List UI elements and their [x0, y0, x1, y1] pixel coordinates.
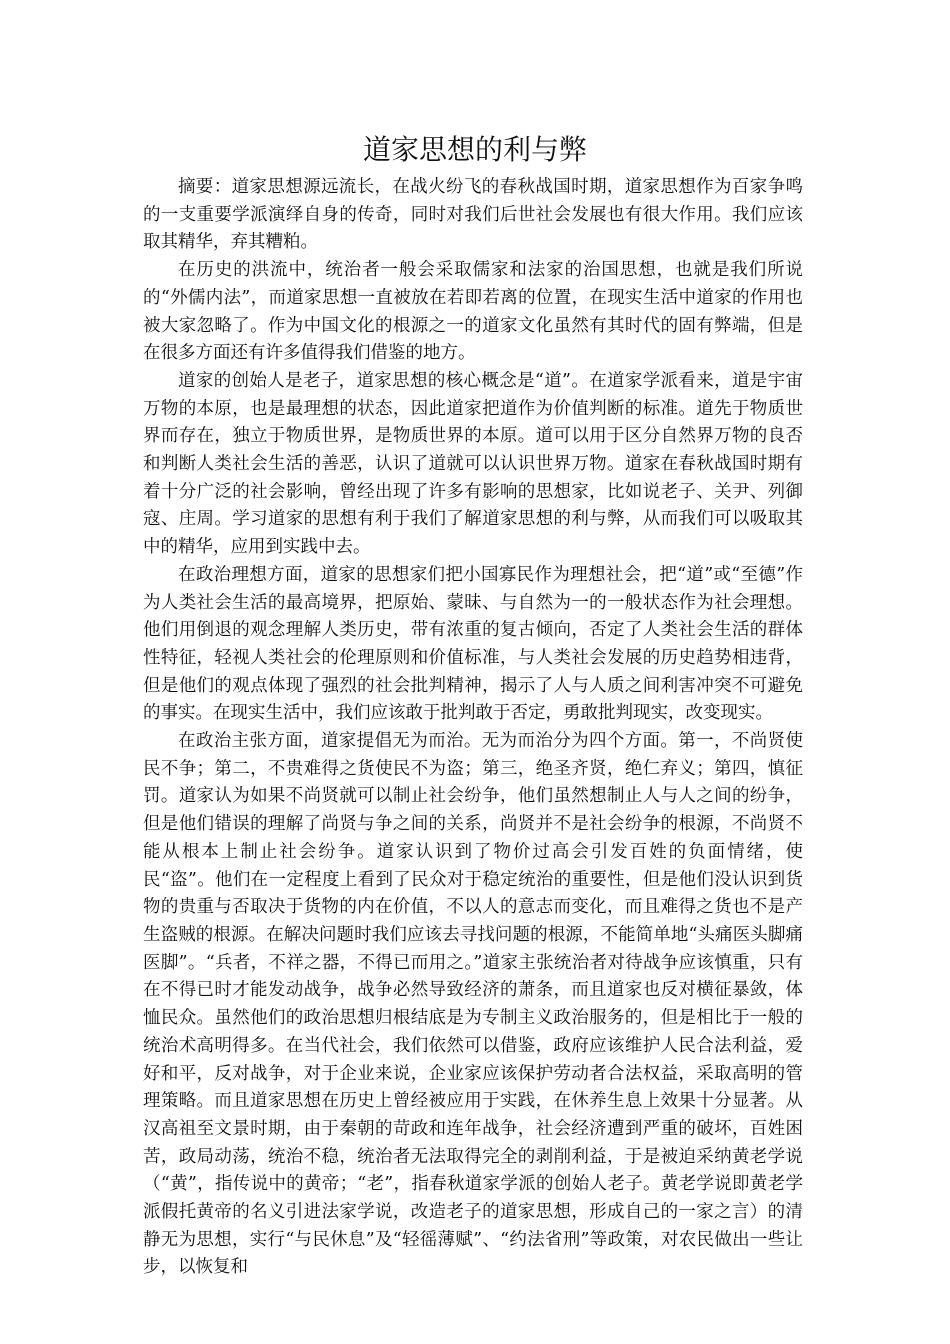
abstract-paragraph: 摘要：道家思想源远流长，在战火纷飞的春秋战国时期，道家思想作为百家争鸣的一支重要学派演绎自身的传奇，同时对我们后世社会发展也有很大作用。我们应该取其精华，弃其糟粕。 [143, 177, 803, 253]
document-title: 道家思想的利与弊 [362, 133, 587, 166]
body-paragraph: 道家的创始人是老子，道家思想的核心概念是“道”。在道家学派看来，道是宇宙万物的本原，也是最理想的状态，因此道家把道作为价值判断的标准。道先于物质世界而存在，独立于物质世界，是物质世界的本原。道可以用于区分自然界万物的良否和判断人类社会生活的善恶，认识了道就可以认识世界万物。道家在春秋战国时期有着十分广泛的社会影响，曾经出现了许多有影响的思想家，比如说老子、关尹、列御寇、庄周。学习道家的思想有利于我们了解道家思想的利与弊，从而我们可以吸取其中的精华，应用到实践中去。 [143, 370, 803, 558]
document-body [143, 174, 803, 1282]
body-paragraph: 在政治理想方面，道家的思想家们把小国寡民作为理想社会，把“道”或“至德”作为人类社会生活的最高境界，把原始、蒙昧、与自然为一的一般状态作为社会理想。他们用倒退的观念理解人类历史，带有浓重的复古倾向，否定了人类社会生活的群体性特征，轻视人类社会的伦理原则和价值标准，与人类社会发展的历史趋势相违背，但是他们的观点体现了强烈的社会批判精神，揭示了人与人质之间利害冲突不可避免的事实。在现实生活中，我们应该敢于批判敢于否定，勇敢批判现实，改变现实。 [143, 564, 803, 724]
body-paragraph: 在政治主张方面，道家提倡无为而治。无为而治分为四个方面。第一，不尚贤使民不争；第二，不贵难得之货使民不为盗；第三，绝圣齐贤，绝仁弃义；第四，慎征罚。道家认为如果不尚贤就可以制止社会纷争，他们虽然想制止人与人之间的纷争，但是他们错误的理解了尚贤与争之间的关系，尚贤并不是社会纷争的根源，不尚贤不能从根本上制止社会纷争。道家认识到了物价过高会引发百姓的负面情绪，使民“盗”。他们在一定程度上看到了民众对于稳定统治的重要性，但是他们没认识到货物的贵重与否取决于货物的内在价值，不以人的意志而变化，而且难得之货也不是产生盗贼的根源。在解决问题时我们应该去寻找问题的根源，不能简单地“头痛医头脚痛医脚”。“兵者，不祥之器，不得已而用之。”道家主张统治者对待战争应该慎重，只有在不得已时才能发动战争，战争必然导致经济的萧条，而且道家也反对横征暴敛，体恤民众。虽然他们的政治思想归根结底是为专制主义政治服务的，但是相比于一般的统治术高明得多。在当代社会，我们依然可以借鉴，政府应该维护人民合法利益，爱好和平，反对战争，对于企业来说，企业家应该保护劳动者合法权益，采取高明的管理策略。而且道家思想在历史上曾经被应用于实践，在休养生息上效果十分显著。从汉高祖至文景时期，由于秦朝的苛政和连年战争，社会经济遭到严重的破坏，百姓困苦，政局动荡，统治不稳，统治者无法取得完全的剥削利益，于是被迫采纳黄老学说（“黄”，指传说中的黄帝；“老”，指春秋道家学派的创始人老子。黄老学说即黄老学派假托黄帝的名义引进法家学说，改造老子的道家思想，形成自己的一家之言）的清静无为思想，实行“与民休息”及“轻徭薄赋”、“约法省刑”等政策，对农民做出一些让步，以恢复和 [143, 731, 803, 1278]
body-paragraph: 在历史的洪流中，统治者一般会采取儒家和法家的治国思想，也就是我们所说的“外儒内法”，而道家思想一直被放在若即若离的位置，在现实生活中道家的作用也被大家忽略了。作为中国文化的根源之一的道家文化虽然有其时代的固有弊端，但是在很多方面还有许多值得我们借鉴的地方。 [143, 260, 803, 364]
